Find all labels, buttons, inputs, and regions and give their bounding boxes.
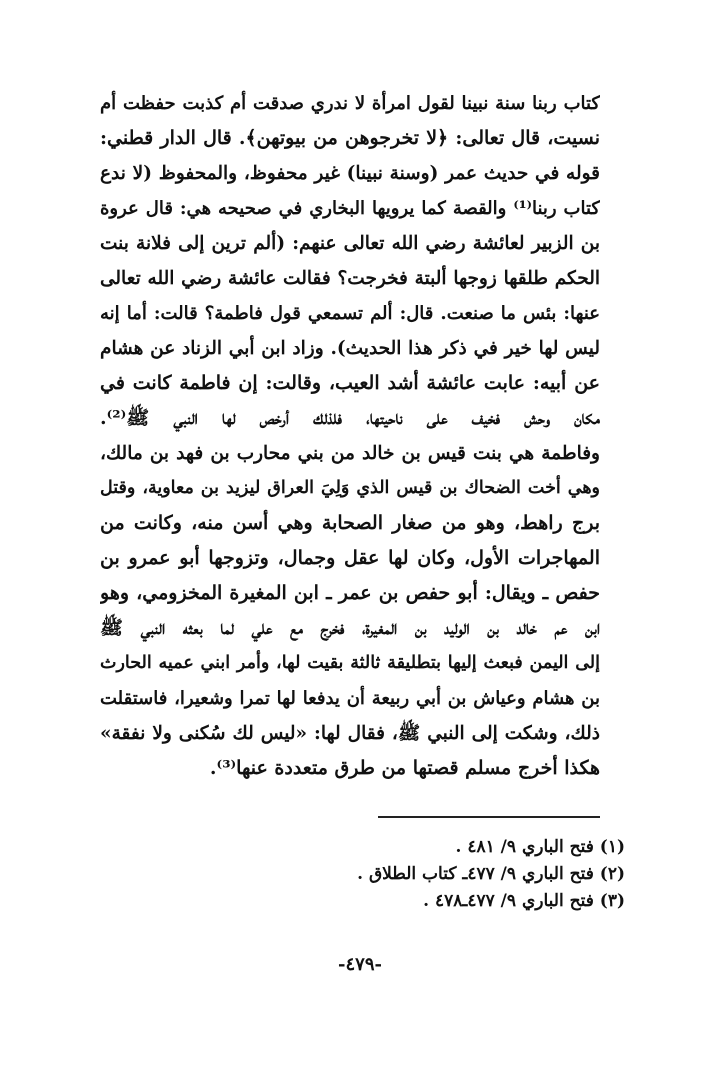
footnote-divider bbox=[378, 816, 600, 818]
page-number: -٤٧٩- bbox=[338, 954, 382, 975]
footnote-1: (١) فتح الباري ٩/ ٤٨١ . bbox=[455, 837, 625, 857]
text-line: كتاب ربنا سنة نبينا لقول امرأة لا ندري صدقت أم كذبت حفظت أم bbox=[100, 93, 600, 114]
main-text bbox=[100, 86, 600, 786]
text-line: إلى اليمن فبعث إليها بتطليقة ثالثة بقيت لها، وأمر ابني عميه الحارث bbox=[100, 653, 600, 673]
text-line: قوله في حديث عمر (وسنة نبينا) غير محفوظ، والمحفوظ (لا ندع bbox=[100, 163, 600, 184]
text-line: مكان وحش فخيف على ناحيتها، فلذلك أرخص لها النبي ﷺ⁽²⁾. bbox=[100, 407, 600, 429]
text-line: المهاجرات الأول، وكان لها عقل وجمال، وتزوجها أبو عمرو بن bbox=[100, 547, 600, 569]
footnote-2: (٢) فتح الباري ٩/ ٤٧٧ـ كتاب الطلاق . bbox=[357, 864, 625, 884]
text-line: حفص ـ ويقال: أبو حفص بن عمر ـ ابن المغيرة المخزومي، وهو bbox=[100, 582, 600, 604]
text-line: برج راهط، وهو من صغار الصحابة وهي أسن منه، وكانت من bbox=[100, 512, 600, 534]
text-line: بن هشام وعياش بن أبي ربيعة أن يدفعا لها تمرا وشعيرا، فاستقلت bbox=[100, 688, 600, 709]
text-line: عنها: بئس ما صنعت. قال: ألم تسمعي قول فاطمة؟ قالت: أما إنه bbox=[100, 303, 600, 324]
text-line: بن الزبير لعائشة رضي الله تعالى عنهم: (ألم ترين إلى فلانة بنت bbox=[100, 233, 600, 254]
text-line: نسيت، قال تعالى: ﴿لا تخرجوهن من بيوتهن﴾. قال الدار قطني: bbox=[100, 127, 600, 149]
text-line: ذلك، وشكت إلى النبي ﷺ، فقال لها: «ليس لك سُكنى ولا نفقة» bbox=[100, 723, 600, 744]
text-line: كتاب ربنا⁽¹⁾ والقصة كما يرويها البخاري في صحيحه هي: قال عروة bbox=[100, 198, 600, 219]
footnotes bbox=[300, 834, 625, 915]
text-line: وهي أخت الضحاك بن قيس الذي وَلِيَ العراق ليزيد بن معاوية، وقتل bbox=[100, 478, 600, 498]
text-line: وفاطمة هي بنت قيس بن خالد من بني محارب بن فهد بن مالك، bbox=[100, 443, 600, 464]
text-line: الحكم طلقها زوجها ألبتة فخرجت؟ فقالت عائشة رضي الله تعالى bbox=[100, 268, 600, 289]
text-line: هكذا أخرج مسلم قصتها من طرق متعددة عنها⁽³⁾. bbox=[209, 757, 600, 779]
text-line: ابن عم خالد بن الوليد بن المغيرة، فخرج مع علي لما بعثه النبي ﷺ bbox=[100, 617, 600, 639]
text-line: عن أبيه: عابت عائشة أشد العيب، وقالت: إن فاطمة كانت في bbox=[100, 372, 600, 394]
text-line: ليس لها خير في ذكر هذا الحديث). وزاد ابن أبي الزناد عن هشام bbox=[100, 338, 600, 359]
footnote-3: (٣) فتح الباري ٩/ ٤٧٧ـ٤٧٨ . bbox=[423, 891, 625, 911]
